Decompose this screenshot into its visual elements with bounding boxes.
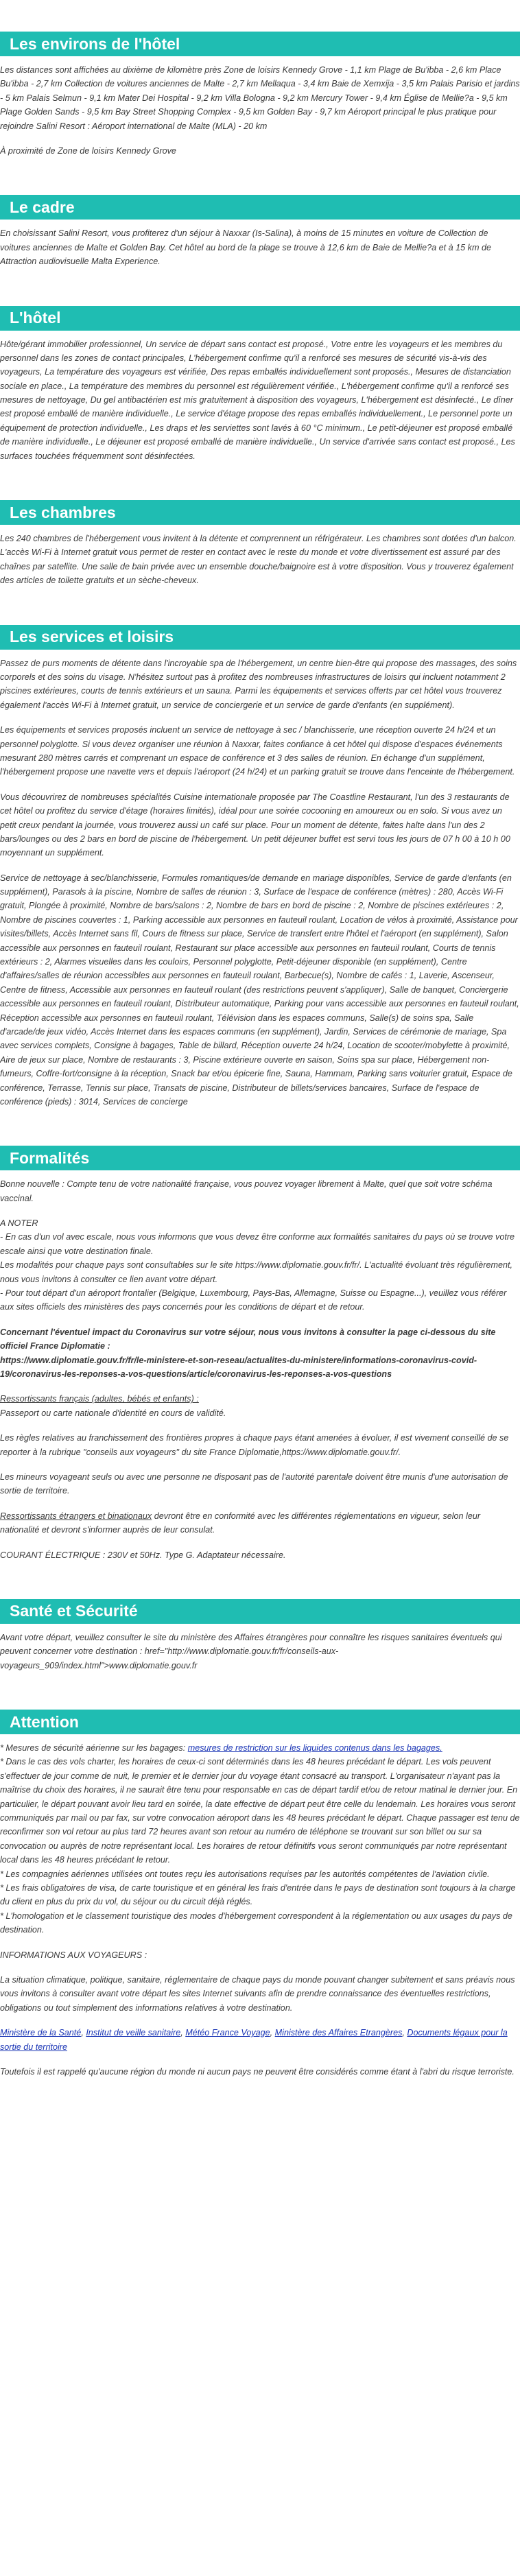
paragraph: Les modalités pour chaque pays sont consultables sur le site https://www.diplomatie.gouv.fr/fr/. L'actualité évoluant très régulièrement, nous vous invitons à consulter ce lien avant votre départ. <box>0 1260 512 1284</box>
section-body <box>0 650 520 1109</box>
meteo-france-link[interactable]: Météo France Voyage <box>185 2028 270 2038</box>
paragraph: - En cas d'un vol avec escale, nous vous informons que vous devez être conforme aux formalités sanitaires du pays où se trouve votre escale ainsi que votre destination finale. <box>0 1232 515 1256</box>
paragraph: Bonne nouvelle : Compte tenu de votre nationalité française, vous pouvez voyager librement à Malte, quel que soit votre schéma vaccinal. <box>0 1179 493 1203</box>
paragraph: INFORMATIONS AUX VOYAGEURS : <box>0 1950 147 1960</box>
paragraph: Les règles relatives au franchissement des frontières propres à chaque pays étant amenées à évoluer, il est vivement conseillé de se reporter à la rubrique "conseils aux voyageurs" du site France Diplomatie,https://www.diplomatie.gouv.fr/. <box>0 1433 509 1457</box>
underlined-text: Ressortissants étrangers et binationaux <box>0 1511 152 1521</box>
paragraph: * Dans le cas des vols charter, les horaires de ceux-ci sont déterminés dans les 48 heures précédant le départ. Les vols peuvent s'effectuer de jour comme de nuit, le premier et le dernier jour du voyage étant consacré au transport. L'organisateur n'ayant pas la maîtrise du choix des horaires, il ne saurait être tenu pour responsable en cas de départ tardif et/ou de retour matinal le dernier jour. En particulier, le départ pouvant avoir lieu tard en soirée, la date effective de départ peut être celle du lendemain. Les horaires vous seront communiqués par mail ou par fax, sur votre convocation aéroport dans les 48 heures précédant le départ. Chaque passager est tenu de reconfirmer son vol retour au plus tard 72 heures avant son retour au numéro de téléphone se trouvant sur son billet ou sur sa convocation ou auprès de notre représentant local. Les horaires de retour définitifs vous seront communiqués par notre représentant local dans les 48 heures précédant le retour. <box>0 1757 520 1865</box>
section-header <box>0 625 520 650</box>
section-header <box>0 32 520 56</box>
paragraph: Les équipements et services proposés incluent un service de nettoyage à sec / blanchisserie, une réception ouverte 24 h/24 et un personnel polyglotte. Si vous devez organiser une réunion à Naxxar, faites confiance à cet hôtel qui dispose d'espaces événements mesurant 280 mètres carrés et comprenant un espace de conférence et 3 des salles de réunion. En échange d'un supplément, l'hébergement propose une navette vers et depuis l'aéroport (24 h/24) et un parking gratuit se trouve dans l'enceinte de l'hébergement. <box>0 725 515 777</box>
paragraph: A NOTER <box>0 1218 38 1229</box>
section-cadre <box>0 195 520 268</box>
section-title: Formalités <box>10 1148 90 1167</box>
paragraph: Passeport ou carte nationale d'identité en cours de validité. <box>0 1408 226 1418</box>
paragraph: Concernant l'éventuel impact du Coronavirus sur votre séjour, nous vous invitons à consulter la page ci-dessous du site officiel France Diplomatie : <box>0 1327 496 1351</box>
section-environs <box>0 0 520 158</box>
section-header <box>0 500 520 525</box>
paragraph: À proximité de Zone de loisirs Kennedy Grove <box>0 145 176 156</box>
paragraph: COURANT ÉLECTRIQUE : 230V et 50Hz. Type G. Adaptateur nécessaire. <box>0 1550 286 1560</box>
liquids-restriction-link[interactable]: mesures de restriction sur les liquides contenus dans les bagages. <box>187 1743 442 1753</box>
section-header <box>0 306 520 331</box>
paragraph: * Les compagnies aériennes utilisées ont toutes reçu les autorisations requises par les autorités compétentes de l'aviation civile. <box>0 1869 490 1879</box>
section-body <box>0 56 520 158</box>
paragraph: Les 240 chambres de l'hébergement vous invitent à la détente et comprennent un réfrigérateur. Les chambres sont dotées d'un balcon. L'accès Wi-Fi à Internet gratuit vous permet de rester en contact avec le reste du monde et votre divertissement est assuré par des chaînes par satellite. Une salle de bain privée avec un ensemble douche/baignoire est à votre disposition. Vous y trouverez également des articles de toilette gratuits et un sèche-cheveux. <box>0 534 517 586</box>
paragraph: La situation climatique, politique, sanitaire, réglementaire de chaque pays du monde pouvant changer subitement et sans préavis nous vous invitons à consulter avant votre départ les sites Internet suivants afin de prendre connaissance des éventuelles restrictions, obligations ou tout simplement des informations relatives à votre destination. <box>0 1974 515 2013</box>
section-header <box>0 1599 520 1624</box>
paragraph: * Les frais obligatoires de visa, de carte touristique et en général les frais d'entrée dans le pays de destination sont toujours à la charge du client en plus du prix du vol, du séjour ou du circuit déjà réglés. <box>0 1882 516 1907</box>
paragraph: En choisissant Salini Resort, vous profiterez d'un séjour à Naxxar (Is-Salina), à moins de 15 minutes en voiture de Collection de voitures anciennes de Malte et Golden Bay. Cet hôtel au bord de la plage se trouve à 12,6 km de Baie de Mellie?a et à 15 km de Attraction audiovisuelle Malta Experience. <box>0 228 491 267</box>
veille-sanitaire-link[interactable]: Institut de veille sanitaire <box>86 2028 181 2038</box>
section-services <box>0 625 520 1109</box>
section-title: L'hôtel <box>10 309 61 327</box>
section-formalites <box>0 1146 520 1562</box>
section-title: Les services et loisirs <box>10 628 174 646</box>
paragraph: Vous découvrirez de nombreuses spécialités Cuisine internationale proposée par The Coastline Restaurant, l'un des 3 restaurants de cet hôtel ou profitez du service d'étage (horaires limités), idéal pour une soirée cocooning en amoureux ou en solo. Si vous avez un petit creux pendant la journée, vous trouverez aussi un café sur place. Pour un moment de détente, faites halte dans l'un des 2 bars/lounges ou des 2 bars en bord de piscine de l'hébergement. Un petit déjeuner buffet est servi tous les jours de 07 h 00 à 10 h 00 moyennant un supplément. <box>0 792 510 858</box>
text: * Mesures de sécurité aérienne sur les bagages: <box>0 1743 188 1753</box>
section-body <box>0 1624 520 1673</box>
paragraph <box>0 1741 520 1755</box>
section-body <box>0 1170 520 1562</box>
documents-legaux-link[interactable]: Documents légaux pour la sortie du territoire <box>0 2028 508 2052</box>
paragraph: Toutefois il est rappelé qu'aucune région du monde ni aucun pays ne peuvent être considérés comme étant à l'abri du risque terroriste. <box>0 2066 515 2077</box>
paragraph: Avant votre départ, veuillez consulter le site du ministère des Affaires étrangères pour connaître les risques sanitaires éventuels qui peuvent concerner votre destination : href="http://www.diplomatie.gouv.fr/fr/conseils-aux-voyageurs_909/index.html">www.diplomatie.gouv.fr <box>0 1632 502 1670</box>
section-body <box>0 220 520 268</box>
paragraph: Passez de purs moments de détente dans l'incroyable spa de l'hébergement, un centre bien-être qui propose des massages, des soins corporels et des soins du visage. N'hésitez surtout pas à profitez des nombreuses infrastructures de loisirs qui incluent notamment 2 piscines extérieures, courts de tennis extérieurs et un sauna. Parmi les équipements et services offerts par cet hôtel vous trouverez également l'accès Wi-Fi à Internet gratuit, un service de conciergerie et un service de garde d'enfants (en supplément). <box>0 658 517 710</box>
paragraph: https://www.diplomatie.gouv.fr/fr/le-ministere-et-son-reseau/actualites-du-ministere/informations-coronavirus-covid-19/coronavirus-les-reponses-a-vos-questions/article/coronavirus-les-reponses-a-vos-questions <box>0 1355 477 1379</box>
section-attention <box>0 1710 520 2079</box>
section-header <box>0 195 520 220</box>
section-title: Attention <box>10 1712 79 1731</box>
section-hotel <box>0 306 520 464</box>
section-title: Les environs de l'hôtel <box>10 34 180 53</box>
paragraph: Service de nettoyage à sec/blanchisserie, Formules romantiques/de demande en mariage disponibles, Service de garde d'enfants (en supplément), Parasols à la piscine, Nombre de salles de réunion : 3, Surface de l'espace de conférence (mètres) : 280, Accès Wi-Fi gratuit, Plongée à proximité, Nombre de bars/salons : 2, Nombre de bars en bord de piscine : 2, Nombre de piscines extérieures : 2, Nombre de piscines couvertes : 1, Parking accessible aux personnes en fauteuil roulant, Location de vélos à proximité, Assistance pour visites/billets, Accès Internet sans fil, Cours de fitness sur place, Service de transfert entre l'hôtel et l'aéroport (en supplément), Salon accessible aux personnes en fauteuil roulant, Restaurant sur place accessible aux personnes en fauteuil roulant, Courts de tennis extérieurs : 2, Alarmes visuelles dans les couloirs, Personnel polyglotte, Petit-déjeuner disponible (en supplément), Centre d'affaires/salles de réunion accessibles aux personnes en fauteuil roulant, Barbecue(s), Nombre de cafés : 1, Laverie, Ascenseur, Centre de fitness, Accessible aux personnes en fauteuil roulant (des restrictions peuvent s'appliquer), Salle de banquet, Conciergerie accessible aux personnes en fauteuil roulant, Distributeur automatique, Parking pour vans accessible aux personnes en fauteuil roulant, Réception accessible aux personnes en fauteuil roulant, Télévision dans les espaces communs, Salle(s) de soins spa, Salle d'arcade/de jeux vidéo, Accès Internet dans les espaces communs (en supplément), Jardin, Services de cérémonie de mariage, Spa avec services complets, Consigne à bagages, Table de billard, Réception ouverte 24 h/24, Location de scooter/mobylette à proximité, Aire de jeux sur place, Nombre de restaurants : 3, Piscine extérieure ouverte en saison, Soins spa sur place, Hébergement non-fumeurs, Coffre-fort/consigne à la réception, Snack bar et/ou épicerie fine, Sauna, Hammam, Parking sans voiturier gratuit, Espace de conférence, Terrasse, Tennis sur place, Transats de piscine, Distributeur de billets/services bancaires, Surface de l'espace de conférence (pieds) : 3014, Services de concierge <box>0 873 519 1107</box>
section-sante <box>0 1599 520 1673</box>
paragraph: - Pour tout départ d'un aéroport frontalier (Belgique, Luxembourg, Pays-Bas, Allemagne, Suisse ou Espagne...), veuillez vous référer aux sites officiels des ministères des pays concernés pour les conditions de départ et de retour. <box>0 1288 507 1312</box>
paragraph <box>0 1509 520 1537</box>
section-title: Le cadre <box>10 198 75 216</box>
section-title: Santé et Sécurité <box>10 1602 138 1620</box>
section-body <box>0 525 520 588</box>
paragraph: Les distances sont affichées au dixième de kilomètre près Zone de loisirs Kennedy Grove - 1,1 km Plage de Bu'ibba - 2,6 km Place Bu'ibba - 2,7 km Collection de voitures anciennes de Malte - 2,7 km Mellaqua - 3,4 km Baie de Xemxija - 3,5 km Palais Parisio et jardins - 5 km Palais Selmun - 9,1 km Mater Dei Hospital - 9,2 km Villa Bologna - 9,2 km Mercury Tower - 9,4 km Église de Mellie?a - 9,5 km Plage Golden Sands - 9,5 km Bay Street Shopping Complex - 9,5 km Golden Bay - 9,7 km Aéroport principal le plus pratique pour rejoindre Salini Resort : Aéroport international de Malte (MLA) - 20 km <box>0 65 520 131</box>
paragraph: Les mineurs voyageant seuls ou avec une personne ne disposant pas de l'autorité parentale doivent être munis d'une autorisation de sortie de territoire. <box>0 1472 508 1496</box>
section-body <box>0 1734 520 2079</box>
section-header <box>0 1710 520 1734</box>
text: devront être en conformité avec les différentes réglementations en vigueur, selon leur nationalité et devront s'informer auprès de leur consulat. <box>0 1511 481 1535</box>
paragraph: * L'homologation et le classement touristique des modes d'hébergement correspondent à la réglementation ou aux usages du pays de destination. <box>0 1911 512 1935</box>
section-chambres <box>0 500 520 588</box>
section-header <box>0 1146 520 1170</box>
links-paragraph: Ministère de la Santé, Institut de veille sanitaire, Météo France Voyage, Ministère des Affaires Etrangères, Documents légaux pour la sortie du territoire <box>0 2028 508 2052</box>
affaires-etrangeres-link[interactable]: Ministère des Affaires Etrangères <box>274 2028 403 2038</box>
section-title: Les chambres <box>10 503 116 521</box>
paragraph: Hôte/gérant immobilier professionnel, Un service de départ sans contact est proposé., Votre entre les voyageurs et les membres du personnel dans les zones de contact principales, L'hébergement confirme qu'il a renforcé ses mesures de sécurité vis-à-vis des voyageurs, La température des voyageurs est vérifiée, Des repas emballés individuellement sont proposés., Mesures de distanciation sociale en place., La température des membres du personnel est régulièrement vérifiée., L'hébergement confirme qu'il a renforcé ses mesures de nettoyage, Du gel antibactérien est mis gratuitement à disposition des voyageurs, L'hébergement est désinfecté., Le dîner est proposé emballé de manière individuelle., Le service d'étage propose des repas emballés individuellement., Le personnel porte un équipement de protection individuelle., Les draps et les serviettes sont lavés à 60 °C minimum., Le petit-déjeuner est proposé emballé de manière individuelle., Le déjeuner est proposé emballé de manière individuelle., Un service d'arrivée sans contact est proposé., Les surfaces touchées fréquemment sont désinfectées. <box>0 339 515 461</box>
section-body <box>0 331 520 464</box>
paragraph: Ressortissants français (adultes, bébés et enfants) : <box>0 1394 199 1404</box>
ministere-sante-link[interactable]: Ministère de la Santé <box>0 2028 82 2038</box>
